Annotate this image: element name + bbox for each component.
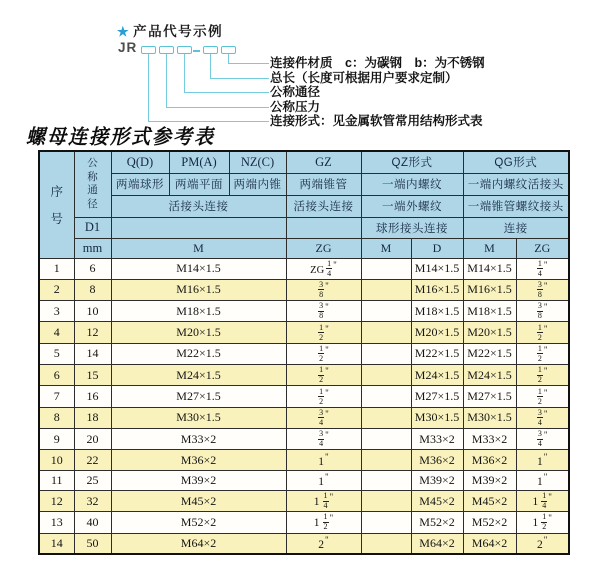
cell-m-thread: M22×1.5 — [111, 343, 286, 364]
cell-qg-m: M30×1.5 — [463, 407, 516, 428]
product-code-example-title — [117, 20, 223, 40]
cell-gz-zg: $\frac{3}{8}$ " — [286, 279, 361, 300]
cell-qg-m: M20×1.5 — [463, 322, 516, 343]
cell-qz-m — [361, 301, 411, 322]
cell-m-thread: M24×1.5 — [111, 365, 286, 386]
header-unit-mm: mm — [74, 238, 111, 258]
table-row — [39, 533, 569, 554]
cell-gz-zg: $\frac{1}{2}$ " — [286, 386, 361, 407]
cell-qg-zg: $\frac{3}{8}$ " — [516, 301, 569, 322]
cell-gz-zg: 1" — [286, 470, 361, 490]
table-row — [39, 490, 569, 511]
cell-qg-zg: $\frac{3}{4}$ " — [516, 407, 569, 428]
cell-qg-m: M39×2 — [463, 470, 516, 490]
cell-gz-zg: 1 $\frac{1}{4}$ " — [286, 490, 361, 511]
cell-gz-zg: $\frac{3}{8}$ " — [286, 301, 361, 322]
cell-dn: 14 — [74, 343, 111, 364]
header-code-gz: GZ — [286, 151, 361, 173]
cell-m-thread: M16×1.5 — [111, 279, 286, 300]
table-row — [39, 386, 569, 407]
cell-m-thread: M20×1.5 — [111, 322, 286, 343]
cell-qg-m: M36×2 — [463, 450, 516, 470]
cell-qg-m: M18×1.5 — [463, 301, 516, 322]
header-code-pm: PM(A) — [169, 151, 229, 173]
cell-m-thread: M39×2 — [111, 470, 286, 490]
header-serial: 序 号 — [39, 151, 74, 258]
cell-qg-m: M22×1.5 — [463, 343, 516, 364]
header-gz-connection: 活接头连接 — [286, 195, 361, 217]
cell-qz-d: M30×1.5 — [411, 407, 463, 428]
header-code-q: Q(D) — [111, 151, 169, 173]
cell-dn: 32 — [74, 490, 111, 511]
cell-qg-m: M52×2 — [463, 512, 516, 533]
table-row — [39, 470, 569, 490]
connector-line — [228, 54, 270, 64]
header-unit-zg: ZG — [286, 238, 361, 258]
cell-gz-zg: $\frac{1}{2}$ " — [286, 343, 361, 364]
cell-dn: 10 — [74, 301, 111, 322]
header-qz-row3: 一端外螺纹 — [361, 195, 463, 217]
code-dash-separator — [193, 50, 200, 52]
cell-qz-m — [361, 258, 411, 279]
cell-dn: 16 — [74, 386, 111, 407]
product-code-prefix: JR — [118, 40, 138, 55]
table-row — [39, 429, 569, 450]
cell-qz-m — [361, 386, 411, 407]
cell-m-thread: M64×2 — [111, 533, 286, 554]
header-qg-unit-m: M — [463, 238, 516, 258]
cell-dn: 15 — [74, 365, 111, 386]
star-icon: ★ — [117, 24, 131, 39]
cell-qg-zg: $\frac{1}{2}$ " — [516, 386, 569, 407]
header-empty-gz — [286, 217, 361, 238]
header-qg-row3: 一端锥管螺纹接头 — [463, 195, 569, 217]
cell-m-thread: M52×2 — [111, 512, 286, 533]
cell-gz-zg: 1 $\frac{1}{2}$ " — [286, 512, 361, 533]
header-qg-row2: 一端内螺纹活接头 — [463, 173, 569, 195]
code-label: 连接形式：见金属软管常用结构形式表 — [270, 114, 483, 129]
cell-qz-d: M33×2 — [411, 429, 463, 450]
header-d1: D1 — [74, 217, 111, 238]
cell-dn: 40 — [74, 512, 111, 533]
code-segment-box — [141, 46, 156, 54]
cell-qg-m: M64×2 — [463, 533, 516, 554]
cell-qg-zg: $\frac{1}{2}$ " — [516, 343, 569, 364]
cell-dn: 50 — [74, 533, 111, 554]
table-row — [39, 279, 569, 300]
table-row — [39, 301, 569, 322]
code-label: 总长（长度可根据用户要求定制） — [270, 70, 458, 85]
cell-dn: 6 — [74, 258, 111, 279]
cell-serial: 11 — [39, 470, 74, 490]
cell-serial: 2 — [39, 279, 74, 300]
cell-m-thread: M14×1.5 — [111, 258, 286, 279]
cell-qz-d: M20×1.5 — [411, 322, 463, 343]
header-qz-row4: 球形接头连接 — [361, 217, 463, 238]
cell-qg-zg: $\frac{1}{2}$ " — [516, 322, 569, 343]
cell-qg-zg: 1 $\frac{1}{2}$ " — [516, 512, 569, 533]
cell-qg-m: M45×2 — [463, 490, 516, 511]
cell-gz-zg: 1" — [286, 450, 361, 470]
cell-serial: 12 — [39, 490, 74, 511]
cell-gz-zg: $\frac{1}{2}$ " — [286, 365, 361, 386]
header-code-nz: NZ(C) — [229, 151, 286, 173]
cell-dn: 25 — [74, 470, 111, 490]
cell-qz-d: M52×2 — [411, 512, 463, 533]
cell-gz-zg: 2" — [286, 533, 361, 554]
cell-qg-zg: $\frac{1}{2}$ " — [516, 365, 569, 386]
header-qg-row4: 连接 — [463, 217, 569, 238]
cell-m-thread: M45×2 — [111, 490, 286, 511]
header-qz-row2: 一端内螺纹 — [361, 173, 463, 195]
cell-serial: 4 — [39, 322, 74, 343]
table-row — [39, 512, 569, 533]
cell-serial: 9 — [39, 429, 74, 450]
cell-m-thread: M30×1.5 — [111, 407, 286, 428]
cell-gz-zg: $\frac{1}{2}$ " — [286, 322, 361, 343]
cell-qz-d: M45×2 — [411, 490, 463, 511]
cell-dn: 22 — [74, 450, 111, 470]
code-segment-box — [221, 46, 236, 54]
header-code-qg: QG形式 — [463, 151, 569, 173]
header-qz-unit-d: D — [411, 238, 463, 258]
cell-qg-zg: 1" — [516, 450, 569, 470]
cell-m-thread: M33×2 — [111, 429, 286, 450]
cell-serial: 14 — [39, 533, 74, 554]
code-segment-box — [203, 46, 218, 54]
cell-serial: 10 — [39, 450, 74, 470]
code-label: 公称通径 — [270, 85, 321, 100]
cell-qg-m: M33×2 — [463, 429, 516, 450]
cell-qz-m — [361, 490, 411, 511]
cell-qg-zg: $\frac{3}{4}$ " — [516, 429, 569, 450]
table-row — [39, 407, 569, 428]
table-row — [39, 365, 569, 386]
table-row — [39, 450, 569, 470]
cell-dn: 18 — [74, 407, 111, 428]
code-segment-box — [159, 46, 174, 54]
cell-m-thread: M36×2 — [111, 450, 286, 470]
cell-qz-m — [361, 429, 411, 450]
cell-qg-zg: 1" — [516, 470, 569, 490]
code-segment-box — [177, 46, 192, 54]
cell-qz-d: M14×1.5 — [411, 258, 463, 279]
cell-serial: 1 — [39, 258, 74, 279]
cell-qz-d: M36×2 — [411, 450, 463, 470]
nut-connection-reference-table — [38, 150, 570, 555]
header-empty-mid — [111, 217, 286, 238]
cell-qz-m — [361, 470, 411, 490]
cell-qg-zg: $\frac{3}{8}$ " — [516, 279, 569, 300]
table-title: 螺母连接形式参考表 — [26, 126, 216, 149]
cell-m-thread: M18×1.5 — [111, 301, 286, 322]
cell-qz-m — [361, 407, 411, 428]
header-type-q: 两端球形 — [111, 173, 169, 195]
cell-qz-d: M16×1.5 — [411, 279, 463, 300]
cell-qg-m: M16×1.5 — [463, 279, 516, 300]
cell-qz-m — [361, 533, 411, 554]
code-label: 连接件材质 c：为碳钢 b：为不锈钢 — [270, 56, 485, 70]
header-type-gz: 两端锥管 — [286, 173, 361, 195]
cell-qz-d: M64×2 — [411, 533, 463, 554]
cell-qg-zg: 2" — [516, 533, 569, 554]
cell-qz-m — [361, 365, 411, 386]
cell-serial: 3 — [39, 301, 74, 322]
cell-qg-m: M24×1.5 — [463, 365, 516, 386]
cell-qg-m: M27×1.5 — [463, 386, 516, 407]
cell-gz-zg: $\frac{3}{4}$ " — [286, 429, 361, 450]
cell-qz-m — [361, 322, 411, 343]
cell-serial: 5 — [39, 343, 74, 364]
cell-qz-m — [361, 343, 411, 364]
cell-qg-m: M14×1.5 — [463, 258, 516, 279]
cell-serial: 8 — [39, 407, 74, 428]
cell-dn: 12 — [74, 322, 111, 343]
header-union-connection: 活接头连接 — [111, 195, 286, 217]
cell-dn: 8 — [74, 279, 111, 300]
table-row — [39, 322, 569, 343]
cell-gz-zg: ZG $\frac{1}{4}$ " — [286, 258, 361, 279]
table-row — [39, 343, 569, 364]
header-qg-unit-zg: ZG — [516, 238, 569, 258]
product-code-example-label: 产品代号示例 — [133, 24, 224, 39]
cell-qz-d: M39×2 — [411, 470, 463, 490]
cell-qz-d: M22×1.5 — [411, 343, 463, 364]
cell-qz-m — [361, 279, 411, 300]
cell-serial: 7 — [39, 386, 74, 407]
cell-gz-zg: $\frac{3}{4}$ " — [286, 407, 361, 428]
cell-qg-zg: $\frac{1}{4}$ " — [516, 258, 569, 279]
code-label: 公称压力 — [270, 99, 321, 114]
header-nominal-diameter: 公 称 通 径 — [74, 151, 111, 217]
header-unit-m: M — [111, 238, 286, 258]
cell-qz-d: M18×1.5 — [411, 301, 463, 322]
cell-serial: 6 — [39, 365, 74, 386]
cell-qz-d: M27×1.5 — [411, 386, 463, 407]
header-type-pm: 两端平面 — [169, 173, 229, 195]
cell-qz-m — [361, 450, 411, 470]
cell-qg-zg: 1 $\frac{1}{4}$ " — [516, 490, 569, 511]
cell-m-thread: M27×1.5 — [111, 386, 286, 407]
header-code-qz: QZ形式 — [361, 151, 463, 173]
header-type-nz: 两端内锥 — [229, 173, 286, 195]
table-row — [39, 258, 569, 279]
cell-qz-m — [361, 512, 411, 533]
cell-dn: 20 — [74, 429, 111, 450]
header-qz-unit-m: M — [361, 238, 411, 258]
cell-qz-d: M24×1.5 — [411, 365, 463, 386]
cell-serial: 13 — [39, 512, 74, 533]
